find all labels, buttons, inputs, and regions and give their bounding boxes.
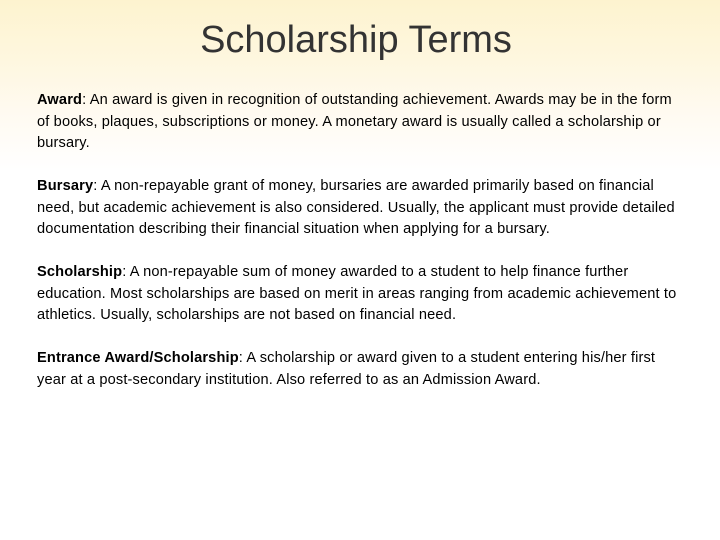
slide-title: Scholarship Terms xyxy=(200,19,512,61)
term-separator: : xyxy=(82,92,87,108)
term-name: Entrance Award/Scholarship xyxy=(37,350,239,366)
term-entrance-award xyxy=(37,348,687,391)
term-separator: : xyxy=(93,178,98,194)
term-definition: A non-repayable sum of money awarded to a student to help finance further education. Most scholarships are based on merit in areas ranging from academic achievement to athletics. Usually, scholarships are not based on financial need. xyxy=(37,264,677,323)
term-definition: An award is given in recognition of outstanding achievement. Awards may be in the form of books, plaques, subscriptions or money. A monetary award is usually called a scholarship or bursary. xyxy=(37,92,672,151)
term-separator: : xyxy=(122,264,127,280)
term-definition: A scholarship or award given to a student entering his/her first year at a post-secondary institution. Also referred to as an Admission Award. xyxy=(37,350,656,388)
term-name: Bursary xyxy=(37,178,94,194)
term-name: Award xyxy=(37,92,83,108)
term-award xyxy=(37,90,687,155)
term-definition: A non-repayable grant of money, bursaries are awarded primarily based on financial need, but academic achievement is also considered. Usually, the applicant must provide detailed documentation describing their financial situation when applying for a bursary. xyxy=(37,178,675,237)
term-bursary xyxy=(37,176,687,241)
term-separator: : xyxy=(238,350,244,366)
term-scholarship xyxy=(37,262,687,327)
terms-list xyxy=(37,90,687,413)
term-name: Scholarship xyxy=(37,264,123,280)
